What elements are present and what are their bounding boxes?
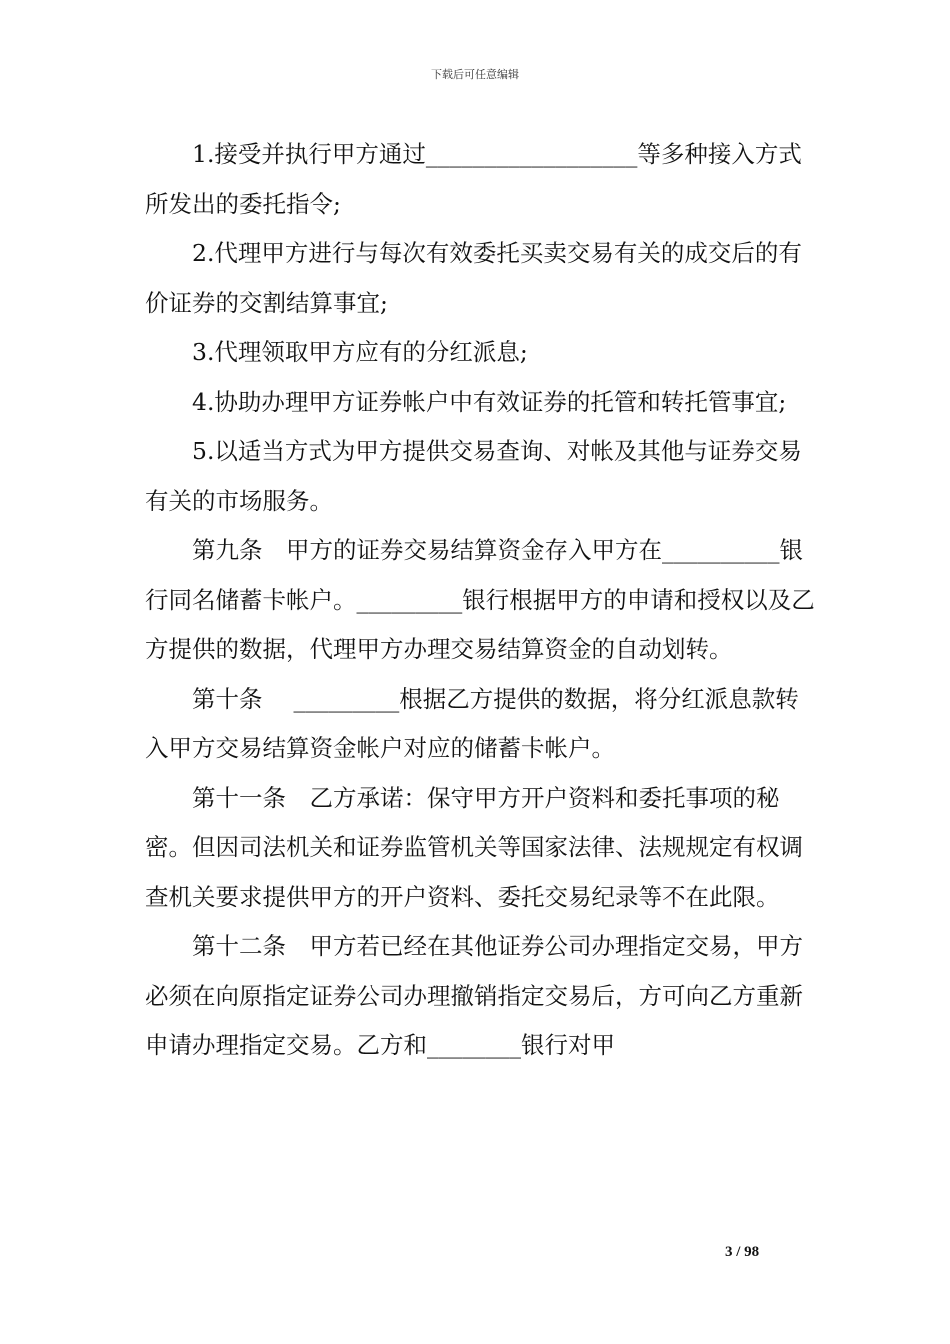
page-number: 3 / 98 [725,1244,760,1260]
document-body [145,130,815,1071]
article-11: 第十一条 乙方承诺：保守甲方开户资料和委托事项的秘密。但因司法机关和证券监管机关等国家法律、法规规定有权调查机关要求提供甲方的开户资料、委托交易纪录等不在此限。 [145,783,803,911]
clause-item-4: 4.协助办理甲方证券帐户中有效证券的托管和转托管事宜; [192,387,787,416]
page-header: 下载后可任意编辑 [431,68,519,81]
article-12: 第十二条 甲方若已经在其他证券公司办理指定交易，甲方必须在向原指定证券公司办理撤销指定交易后，方可向乙方重新申请办理指定交易。乙方和________银行对甲 [145,932,803,1059]
article-10: 第十条 _________根据乙方提供的数据，将分红派息款转入甲方交易结算资金帐户对应的储蓄卡帐户。 [145,684,799,762]
clause-item-3: 3.代理领取甲方应有的分红派息; [192,338,528,366]
clause-item-1: 1.接受并执行甲方通过__________________等多种接入方式所发出的委托指令; [145,140,802,218]
article-9: 第九条 甲方的证券交易结算资金存入甲方在__________银行同名储蓄卡帐户。_________银行根据甲方的申请和授权以及乙方提供的数据，代理甲方办理交易结算资金的自动划转。 [145,536,815,663]
clause-item-2: 2.代理甲方进行与每次有效委托买卖交易有关的成交后的有价证券的交割结算事宜; [145,239,802,317]
clause-item-5: 5.以适当方式为甲方提供交易查询、对帐及其他与证券交易有关的市场服务。 [145,437,802,515]
